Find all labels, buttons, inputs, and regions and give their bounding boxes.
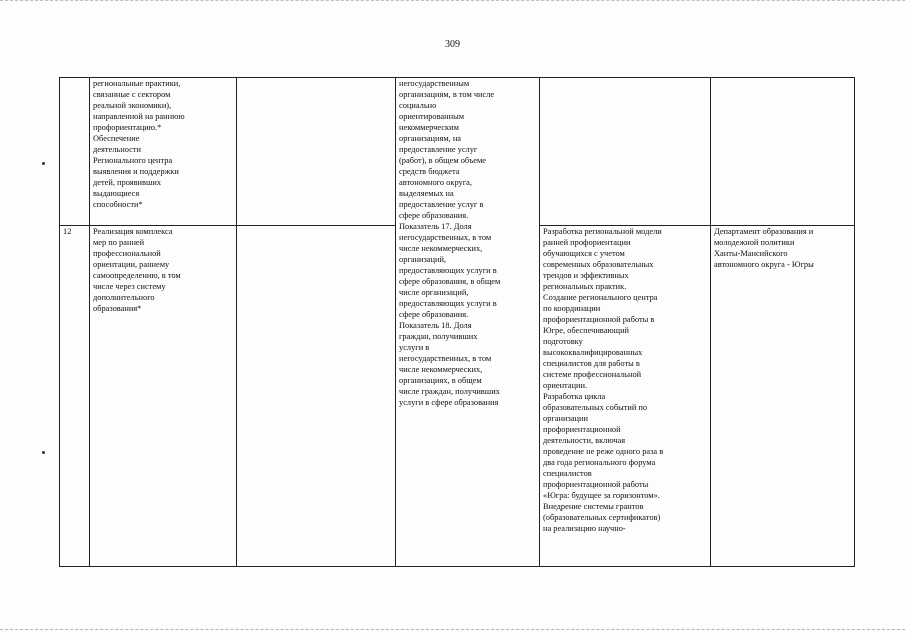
responsible-cell (711, 78, 855, 226)
measures-table (59, 77, 855, 567)
scan-artifact-top (0, 0, 905, 5)
responsible-text: Департамент образования и молодежной политики Ханты-Мансийского автономного округа - Югры (714, 227, 814, 269)
responsible-cell (711, 226, 855, 567)
task-text: региональные практики, связанные с сектором реальной экономики), направленной на раннюю профориентацию.* Обеспечение деятельности Регионального центра выявления и поддержки детей, проявивших выдающиеся способности* (93, 79, 185, 209)
indicators-cell (396, 78, 540, 567)
page-number: 309 (445, 39, 460, 50)
scan-artifact-bottom (0, 629, 905, 632)
margin-dot (42, 162, 45, 165)
task-cell (90, 226, 237, 567)
indicators-text: негосударственным организациям, в том числе социально ориентированным некоммерческим организациям, на предоставление услуг (работ), в общем объеме средств бюджета автономного округа, выделяемых на предоставление услуг в сфере образования. Показатель 17. Доля негосударственных, в том числе некоммерческих, организаций, предоставляющих услуги в сфере образования, в общем числе организаций, предоставляющих услуги в сфере образования. Показатель 18. Доля граждан, получивших услуги в негосударственных, в том числе некоммерческих, организациях, в общем числе граждан, получивших услуги в сфере образования (399, 79, 501, 407)
table-row (60, 78, 855, 226)
task-cell (90, 78, 237, 226)
task-text: Реализация комплекса мер по ранней профессиональной ориентации, раннему самоопределению, в том числе через систему дополнительного образования* (93, 227, 181, 313)
empty-cell (237, 226, 396, 567)
measures-cell (540, 78, 711, 226)
measures-text: Разработка региональной модели ранней профориентации обучающихся с учетом современных образовательных трендов и эффективных региональных практик. Создание регионального центра по координации профориентационной работы в Югре, обеспечивающий подготовку высококвалифицированных специалистов для работы в системе профессиональной ориентации. Разработка цикла образовательных событий по организации профориентационной деятельности, включая проведение не реже одного раза в два года регионального форума специалистов профориентационной работы «Югра: будущее за горизонтом». Внедрение системы грантов (образовательных сертификатов) на реализацию научно- (543, 227, 664, 533)
measures-cell (540, 226, 711, 567)
row-number-cell: 12 (60, 226, 90, 567)
margin-dot (42, 451, 45, 454)
empty-cell (237, 78, 396, 226)
row-number-cell (60, 78, 90, 226)
